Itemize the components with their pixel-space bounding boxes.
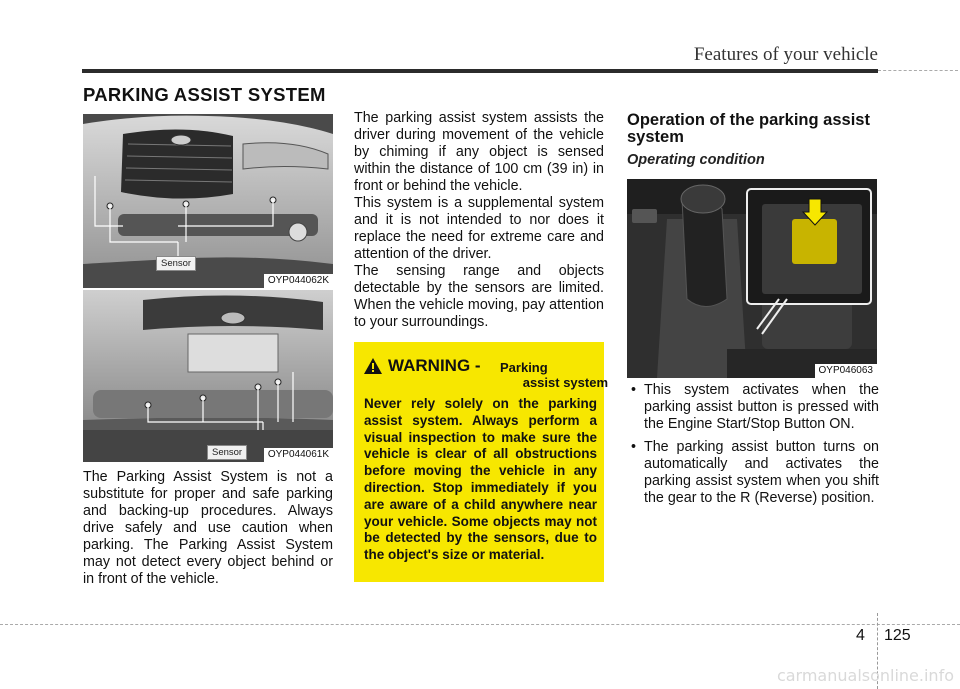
warning-topic-line1: Parking bbox=[500, 360, 548, 375]
warning-topic bbox=[500, 360, 610, 390]
bullet-text: This system activates when the parking assist button is pressed with the Engine Start/Stop Button ON. bbox=[644, 382, 879, 432]
operation-heading: Operation of the parking assist system bbox=[627, 111, 870, 146]
supplemental-system-paragraph: This system is a supplemental system and it is not intended to nor does it replace the need for extreme care and attention of the driver. bbox=[354, 195, 604, 262]
rear-bumper-illustration bbox=[83, 290, 333, 462]
running-header: Features of your vehicle bbox=[693, 44, 878, 65]
system-description-paragraph: The parking assist system assists the driver during movement of the vehicle by chiming if any object is sensed within the distance of 100 cm (39 in) in front or behind the vehicle. bbox=[354, 110, 604, 194]
warning-topic-line2: assist system bbox=[522, 375, 608, 390]
rear-photo-code: OYP044061K bbox=[264, 448, 333, 462]
gear-console-illustration bbox=[627, 179, 877, 378]
intro-paragraph: The Parking Assist System is not a substitute for proper and safe parking and backing-up procedures. Always drive safely and use caution when parking. The Parking Assist System may not detect every object behind or in front of the vehicle. bbox=[83, 469, 333, 587]
warning-box bbox=[354, 342, 608, 582]
warning-triangle-icon bbox=[364, 358, 382, 374]
section-title: PARKING ASSIST SYSTEM bbox=[83, 84, 326, 105]
front-sensor-label: Sensor bbox=[156, 256, 196, 271]
operating-condition-subheading: Operating condition bbox=[627, 152, 765, 168]
rear-bumper-photo bbox=[83, 290, 333, 462]
bullet-dot: • bbox=[631, 439, 637, 455]
header-rule-dashed bbox=[878, 70, 958, 71]
front-bumper-illustration bbox=[83, 114, 333, 288]
warning-label: WARNING - bbox=[388, 356, 481, 375]
warning-body: Never rely solely on the parking assist system. Always perform a visual inspection to make sure the vehicle is clear of all obstructions before moving the vehicle in any direction. Stop immediately if you are aware of a child anywhere near your vehicle. Some objects may not be detected by the sensors, due to the object's size or material. bbox=[364, 396, 597, 563]
front-bumper-photo bbox=[83, 114, 333, 288]
list-item bbox=[627, 382, 879, 433]
console-photo bbox=[627, 179, 877, 378]
chapter-number: 4 bbox=[856, 627, 865, 644]
rear-sensor-label: Sensor bbox=[207, 445, 247, 460]
footer-rule bbox=[0, 624, 960, 625]
bullet-dot: • bbox=[631, 382, 637, 398]
sensing-range-paragraph: The sensing range and objects detectable by the sensors are limited. When the vehicle moving, pay attention to your surroundings. bbox=[354, 263, 604, 330]
list-item bbox=[627, 439, 879, 507]
watermark: carmanualsonline.info bbox=[776, 666, 954, 685]
operating-condition-list bbox=[627, 382, 879, 513]
console-photo-code: OYP046063 bbox=[815, 364, 878, 378]
header-rule bbox=[82, 69, 878, 73]
page-number: 125 bbox=[884, 627, 911, 644]
front-photo-code: OYP044062K bbox=[264, 274, 333, 288]
warning-header bbox=[364, 356, 608, 396]
bullet-text: The parking assist button turns on automatically and activates the parking assist system when you shift the gear to the R (Reverse) position. bbox=[644, 439, 879, 506]
